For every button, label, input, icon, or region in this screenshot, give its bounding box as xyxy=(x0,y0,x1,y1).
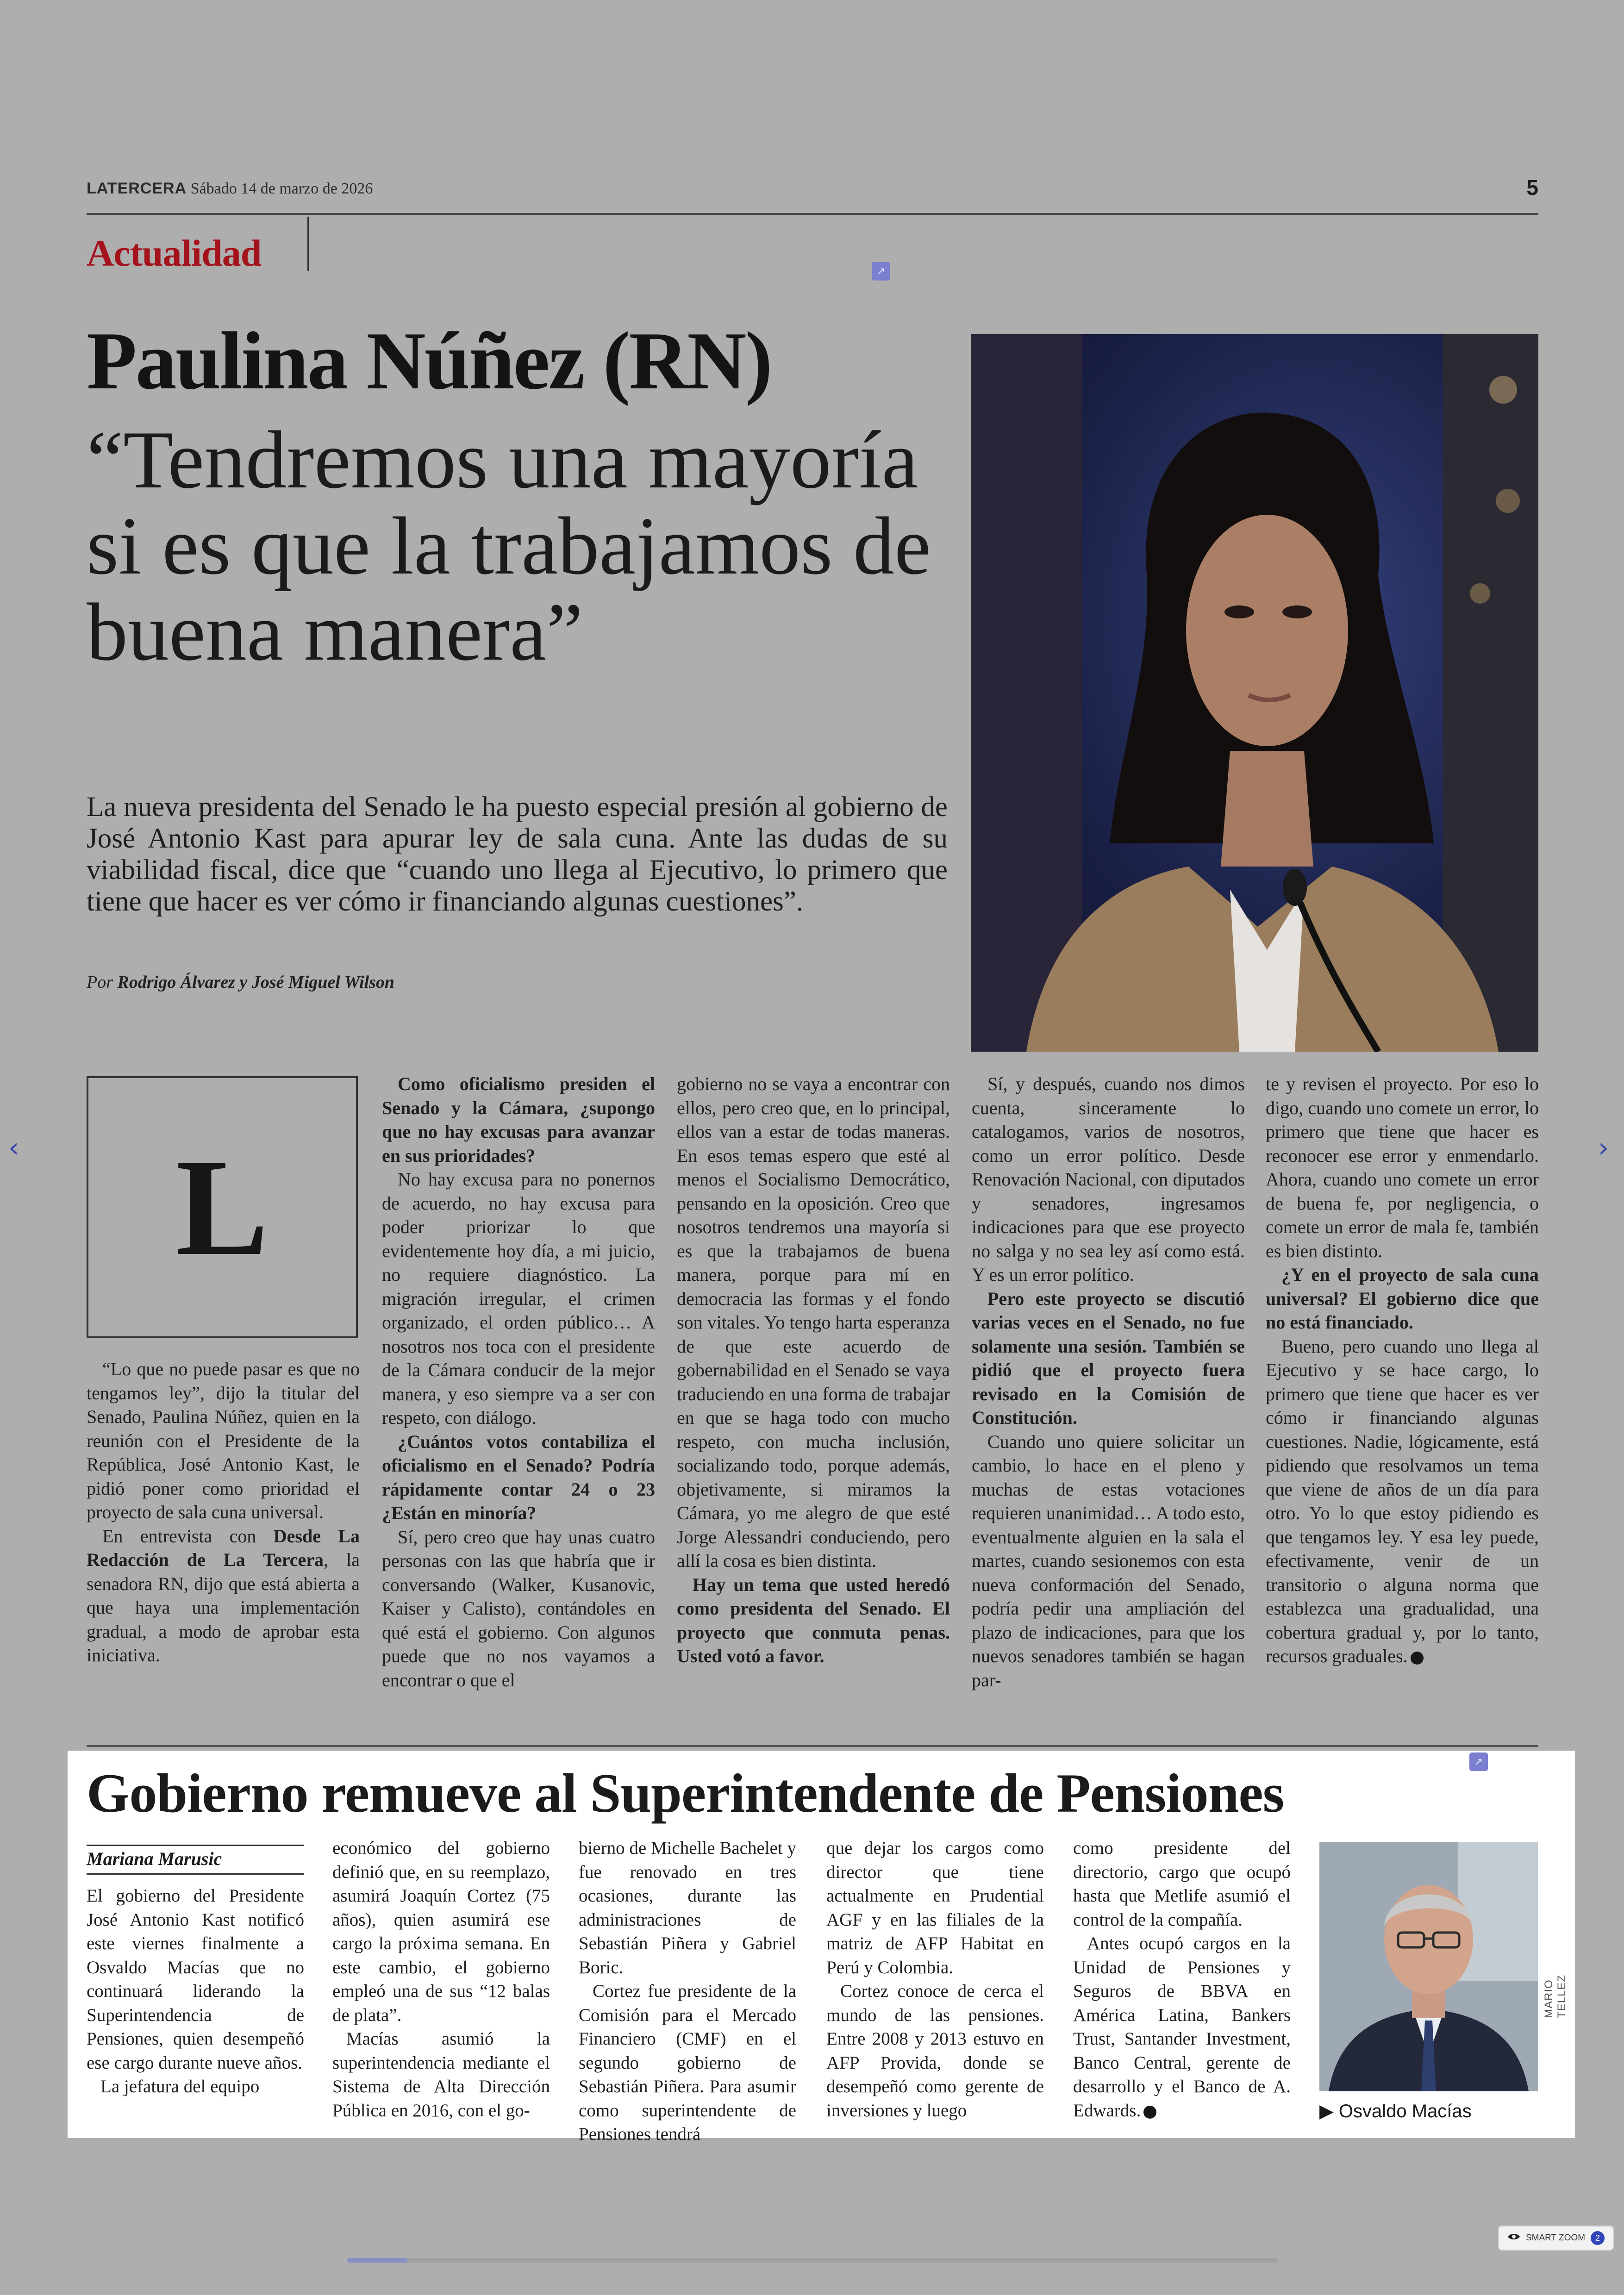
headline-name: Paulina Núñez (RN) xyxy=(87,315,771,406)
portrait-illustration xyxy=(1319,1842,1538,2091)
article-divider xyxy=(87,1745,1538,1747)
headline-quote: “Tendremos una mayoría si es que la trabajamos de buena manera” xyxy=(87,414,931,678)
question: ¿Y en el proyecto de sala cuna universal? El gobierno dice que no está financiado. xyxy=(1266,1264,1539,1333)
paragraph: Cortez fue presidente de la Comisión para el Mercado Financiero (CMF) en el segundo gobierno de Sebastián Piñera. Para asumir como superintendente de Pensiones tendrá xyxy=(579,1981,796,2144)
folio xyxy=(87,180,373,198)
byline xyxy=(87,972,394,992)
paragraph: Cortez conoce de cerca el mundo de las pensiones. Entre 2008 y 2013 estuvo en AFP Provida, donde se desempeñó como gerente de inversiones y luego xyxy=(826,1981,1044,2120)
article-col-4 xyxy=(972,1072,1245,1692)
paragraph: que dejar los cargos como director que tiene actualmente en Prudential AGF y en las filiales de la matriz de AFP Habitat en Perú y Colombia. xyxy=(826,1838,1044,1977)
article-link-badge[interactable]: ↗ xyxy=(872,262,890,281)
answer: Cuando uno quiere solicitar un cambio, lo hace en el pleno y muchas de estas votaciones requieren unanimidad… A todo esto, eventualmente alguien en la sala el martes, cuando sesionemos con esta nueva conformación del Senado, podría pedir una ampliación del plazo de indicaciones, para que los nuevos senadores también se hagan par- xyxy=(972,1431,1245,1690)
end-mark xyxy=(1411,1652,1424,1665)
article2-col-2 xyxy=(332,1836,550,2122)
page-scrubber-fill xyxy=(347,2258,407,2263)
article2-col-5 xyxy=(1073,1836,1291,2122)
issue-date: Sábado 14 de marzo de 2026 xyxy=(190,180,373,197)
lede: La nueva presidenta del Senado le ha puesto especial presión al gobierno de José Antonio Kast para apurar ley de sala cuna. Ante las dudas de su viabilidad fiscal, dice que “cuando uno llega al Ejecutivo, lo primero que tiene que hacer es ver cómo ir financiando algunas cuestiones”. xyxy=(87,792,948,917)
article-col-1 xyxy=(87,1357,360,1667)
answer: Sí, y después, cuando nos dimos cuenta, sinceramente lo catalogamos, varios de nosotros, como un error político. Desde Renovación Nacional, con diputados y senadores, ingresamos indicaciones para que ese proyecto no salga y no sea ley así como está. Y es un error político. xyxy=(972,1073,1245,1285)
question: Como oficialismo presiden el Senado y la Cámara, ¿supongo que no hay excusas para avanzar en sus prioridades? xyxy=(382,1073,655,1166)
caption-arrow-icon: ▶ xyxy=(1319,2101,1334,2121)
article2-headline: Gobierno remueve al Superintendente de Pensiones xyxy=(87,1762,1284,1824)
answer: Sí, pero creo que hay unas cuatro personas con las que habría que ir conversando (Walker, Kusanovic, Kaiser y Calisto), contándoles en qué está el gobierno. Con algunos puede que no nos vayamos a encontrar o que el xyxy=(382,1526,655,1690)
chevron-left-icon: ‹ xyxy=(8,1132,19,1163)
header-rule xyxy=(87,213,1538,215)
end-mark xyxy=(1143,2106,1156,2119)
osvaldo-macias-photo xyxy=(1319,1842,1538,2091)
portrait-photo xyxy=(971,334,1538,1052)
article2-col-3 xyxy=(579,1836,796,2146)
dropcap: L xyxy=(175,1130,269,1284)
article-col-5 xyxy=(1266,1072,1539,1668)
section-label: Actualidad xyxy=(87,232,262,274)
photo-caption: ▶ Osvaldo Macías xyxy=(1319,2101,1472,2121)
question: ¿Cuántos votos contabiliza el oficialismo en el Senado? Podría rápidamente contar 24 o 23 ¿Están en minoría? xyxy=(382,1431,655,1523)
question: Hay un tema que usted heredó como presidenta del Senado. El proyecto que conmuta penas. Usted votó a favor. xyxy=(677,1574,950,1666)
byline-prefix: Por xyxy=(87,973,113,992)
answer: te y revisen el proyecto. Por eso lo digo, cuando uno comete un error, lo primero que tiene que hacer es reconocer ese error y enmendarlo. Ahora, cuando uno comete un error de buena fe, por negligencia, o comete un error de mala fe, también es bien distinto. xyxy=(1266,1073,1539,1261)
article2-author: Mariana Marusic xyxy=(87,1845,304,1875)
paragraph: Antes ocupó cargos en la Unidad de Pensiones y Seguros de BBVA en América Latina, Bankers Trust, Santander Investment, Banco Central, gerente de desarrollo y el Banco de A. Edwards. xyxy=(1073,1933,1291,2120)
article2-link-badge[interactable]: ↗ xyxy=(1469,1752,1488,1771)
program-name: Desde La Redacción de La Tercera xyxy=(87,1525,360,1570)
page-number: 5 xyxy=(1526,175,1538,200)
question: Pero este proyecto se discutió varias veces en el Senado, no fue solamente una sesión. También se pidió que el proyecto fuera revisado en la Comisión de Constitución. xyxy=(972,1288,1245,1428)
smart-zoom-label: SMART ZOOM xyxy=(1525,2233,1586,2243)
paragraph: La jefatura del equipo xyxy=(100,2077,260,2096)
paragraph: En entrevista con Desde La Redacción de La Tercera, la senadora RN, dijo que está abierta a que haya una implementación gradual, a modo de aprobar esta iniciativa. xyxy=(87,1525,360,1665)
answer: Bueno, pero cuando uno llega al Ejecutivo y se hace cargo, lo primero que tiene que hacer es ver cómo ir financiando algunas cuestiones. Nadie, lógicamente, está pidiendo que resolvamos un tema que viene de años de un día para otro. Yo lo que estoy pidiendo es que tengamos ley. Y esa ley puede, efectivamente, venir de un transitorio o alguna norma que establezca una gradualidad, una cobertura gradual y, por lo tanto, recursos graduales. xyxy=(1266,1335,1539,1666)
answer: gobierno no se vaya a encontrar con ellos, pero creo que, en lo principal, ellos van a estar de todas maneras. En esos temas espero que esté al menos el Socialismo Democrático, pensando en la oposición. Creo que nosotros tendremos una mayoría si es que la trabajamos de buena manera, porque para mí en democracia las formas y el fondo son vitales. Yo tengo harta esperanza de que este acuerdo de gobernabilidad en el Senado se vaya traduciendo en una forma de trabajar en que se haga todo con mucho respeto, con mucha inclusión, socializando todo, porque además, objetivamente, si miramos la Cámara, yo me alegro de que esté Jorge Alessandri conduciendo, pero allí la cosa es bien distinta. xyxy=(677,1073,950,1571)
dropcap-box xyxy=(87,1076,358,1338)
section-divider xyxy=(307,217,309,271)
article-col-2 xyxy=(382,1072,655,1692)
smart-zoom-button[interactable] xyxy=(1498,2226,1614,2251)
paragraph: Macías asumió la superintendencia mediante el Sistema de Alta Dirección Pública en 2016, con el go- xyxy=(332,2029,550,2120)
paragraph: bierno de Michelle Bachelet y fue renovado en tres ocasiones, durante las administraciones de Sebastián Piñera y Gabriel Boric. xyxy=(579,1838,796,1977)
article-col-3 xyxy=(677,1072,950,1668)
portrait-illustration xyxy=(971,334,1538,1052)
next-page-button[interactable] xyxy=(1598,1132,1609,1163)
answer: No hay excusa para no ponernos de acuerdo, no hay excusa para poder priorizar lo que evidentemente hoy día, a mi juicio, no requiere diagnóstico. La migración irregular, el crimen organizado, el orden público… A nosotros nos toca con el presidente de la Cámara conducir de la mejor manera, y eso siempre va a ser con respeto, con diálogo. xyxy=(382,1169,655,1428)
paragraph: económico del gobierno definió que, en su reemplazo, asumirá Joaquín Cortez (75 años), quien asumirá ese cargo la próxima semana. En este cambio, el gobierno empleó una de sus “12 balas de plata”. xyxy=(332,1838,550,2025)
previous-page-button[interactable] xyxy=(8,1132,19,1163)
photo-credit: MARIO TELLEZ xyxy=(1543,1974,1568,2018)
page-scrubber[interactable] xyxy=(347,2258,1278,2263)
eye-icon xyxy=(1507,2233,1520,2244)
paragraph: como presidente del directorio, cargo que ocupó hasta que Metlife asumió el control de la compañía. xyxy=(1073,1838,1291,1930)
article2-col-4 xyxy=(826,1836,1044,2122)
chevron-right-icon: › xyxy=(1598,1132,1609,1163)
byline-authors: Rodrigo Álvarez y José Miguel Wilson xyxy=(117,973,395,992)
brand: LATERCERA xyxy=(87,180,187,197)
paragraph: “Lo que no puede pasar es que no tengamos ley”, dijo la titular del Senado, Paulina Núñez, quien en la reunión con el Presidente de la República, José Antonio Kast, le pidió poner como prioridad el proyecto de sala cuna universal. xyxy=(87,1359,360,1522)
article2-col-1 xyxy=(87,1884,304,2099)
paragraph: El gobierno del Presidente José Antonio Kast notificó este viernes finalmente a Osvaldo Macías que no continuará liderando la Superintendencia de Pensiones, quien desempeñó ese cargo durante nueve años. xyxy=(87,1886,304,2073)
smart-zoom-count: 2 xyxy=(1591,2231,1605,2245)
